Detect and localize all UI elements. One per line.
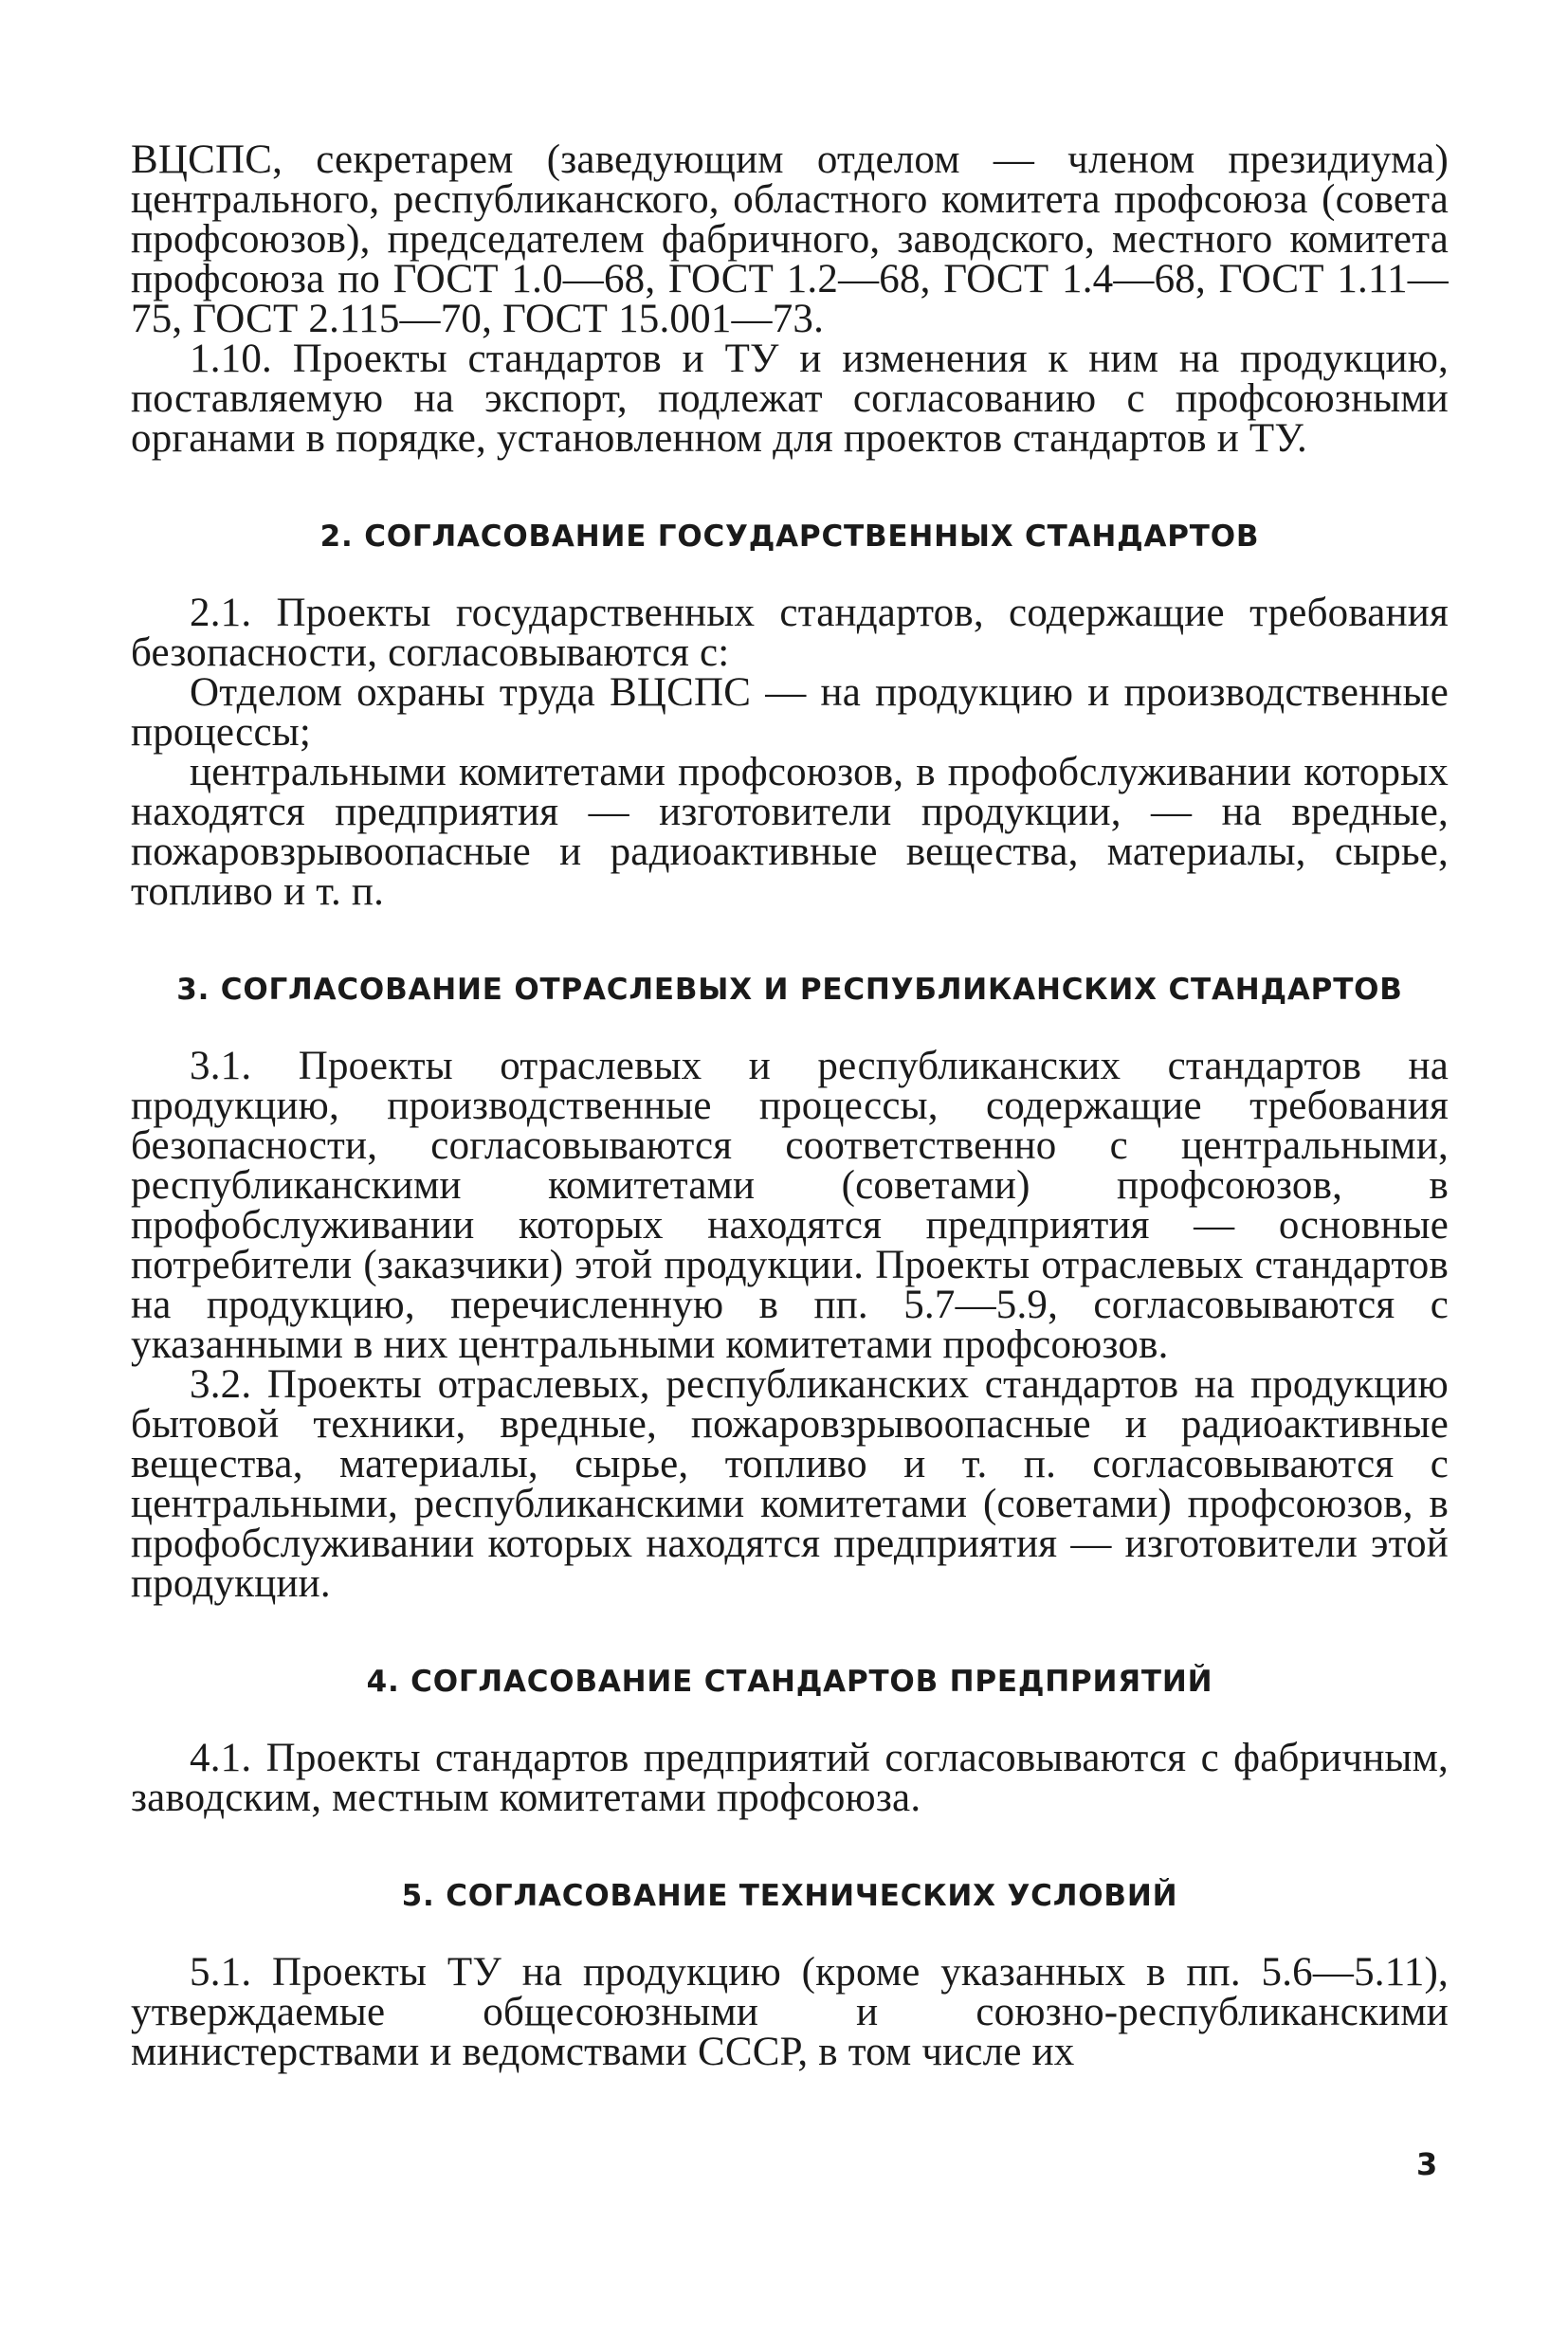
paragraph-2-1-item-1: Отделом охраны труда ВЦСПС — на продукцию и производственные процессы; [131, 670, 1449, 755]
paragraph-2-1-item-2: центральными комитетами профсоюзов, в профобслуживании которых находятся предприятия — изготовители продукции, — на вредные, пожаровзрывоопасные и радиоактивные вещества, материалы, сырье, топливо и т. п. [131, 750, 1449, 914]
paragraph-4-1: 4.1. Проекты стандартов предприятий согласовываются с фабричным, заводским, местным комитетами профсоюза. [131, 1736, 1449, 1820]
section-4-heading: 4. СОГЛАСОВАНИЕ СТАНДАРТОВ ПРЕДПРИЯТИЙ [366, 1665, 1213, 1699]
paragraph-3-2: 3.2. Проекты отраслевых, республиканских стандартов на продукцию бытовой техники, вредные, пожаровзрывоопасные и радиоактивные вещества, материалы, сырье, топливо и т. п. согласовываются с центральными, республиканскими комитетами (советами) профсоюзов, в профобслуживании которых находятся предприятия — изготовители этой продукции. [131, 1362, 1449, 1606]
section-2-heading: 2. СОГЛАСОВАНИЕ ГОСУДАРСТВЕННЫХ СТАНДАРТОВ [319, 519, 1260, 554]
page-number: 3 [1416, 2146, 1438, 2182]
paragraph-1-10: 1.10. Проекты стандартов и ТУ и изменения к ним на продукцию, поставляемую на экспорт, подлежат согласованию с профсоюзными органами в порядке, установленном для проектов стандартов и ТУ. [131, 337, 1449, 461]
paragraph-2-1: 2.1. Проекты государственных стандартов, содержащие требования безопасности, согласовываются с: [131, 591, 1449, 675]
paragraph-5-1: 5.1. Проекты ТУ на продукцию (кроме указанных в пп. 5.6—5.11), утверждаемые общесоюзными и союзно-республиканскими министерствами и ведомствами СССР, в том числе их [131, 1950, 1449, 2074]
paragraph-3-1: 3.1. Проекты отраслевых и республиканских стандартов на продукцию, производственные процессы, содержащие требования безопасности, согласовываются соответственно с центральными, республиканскими комитетами (советами) профсоюзов, в профобслуживании которых находятся предприятия — основные потребители (заказчики) этой продукции. Проекты отраслевых стандартов на продукцию, перечисленную в пп. 5.7—5.9, согласовываются с указанными в них центральными комитетами профсоюзов. [131, 1044, 1449, 1367]
intro-paragraph-continuation: ВЦСПС, секретарем (заведующим отделом — членом президиума) центрального, республиканского, областного комитета профсоюза (совета профсоюзов), председателем фабричного, заводского, местного комитета профсоюза по ГОСТ 1.0—68, ГОСТ 1.2—68, ГОСТ 1.4—68, ГОСТ 1.11—75, ГОСТ 2.115—70, ГОСТ 15.001—73. [131, 137, 1449, 341]
section-5-heading: 5. СОГЛАСОВАНИЕ ТЕХНИЧЕСКИХ УСЛОВИЙ [401, 1879, 1178, 1913]
document-page [131, 137, 1449, 2074]
section-3-heading: 3. СОГЛАСОВАНИЕ ОТРАСЛЕВЫХ И РЕСПУБЛИКАНСКИХ СТАНДАРТОВ [176, 973, 1403, 1007]
